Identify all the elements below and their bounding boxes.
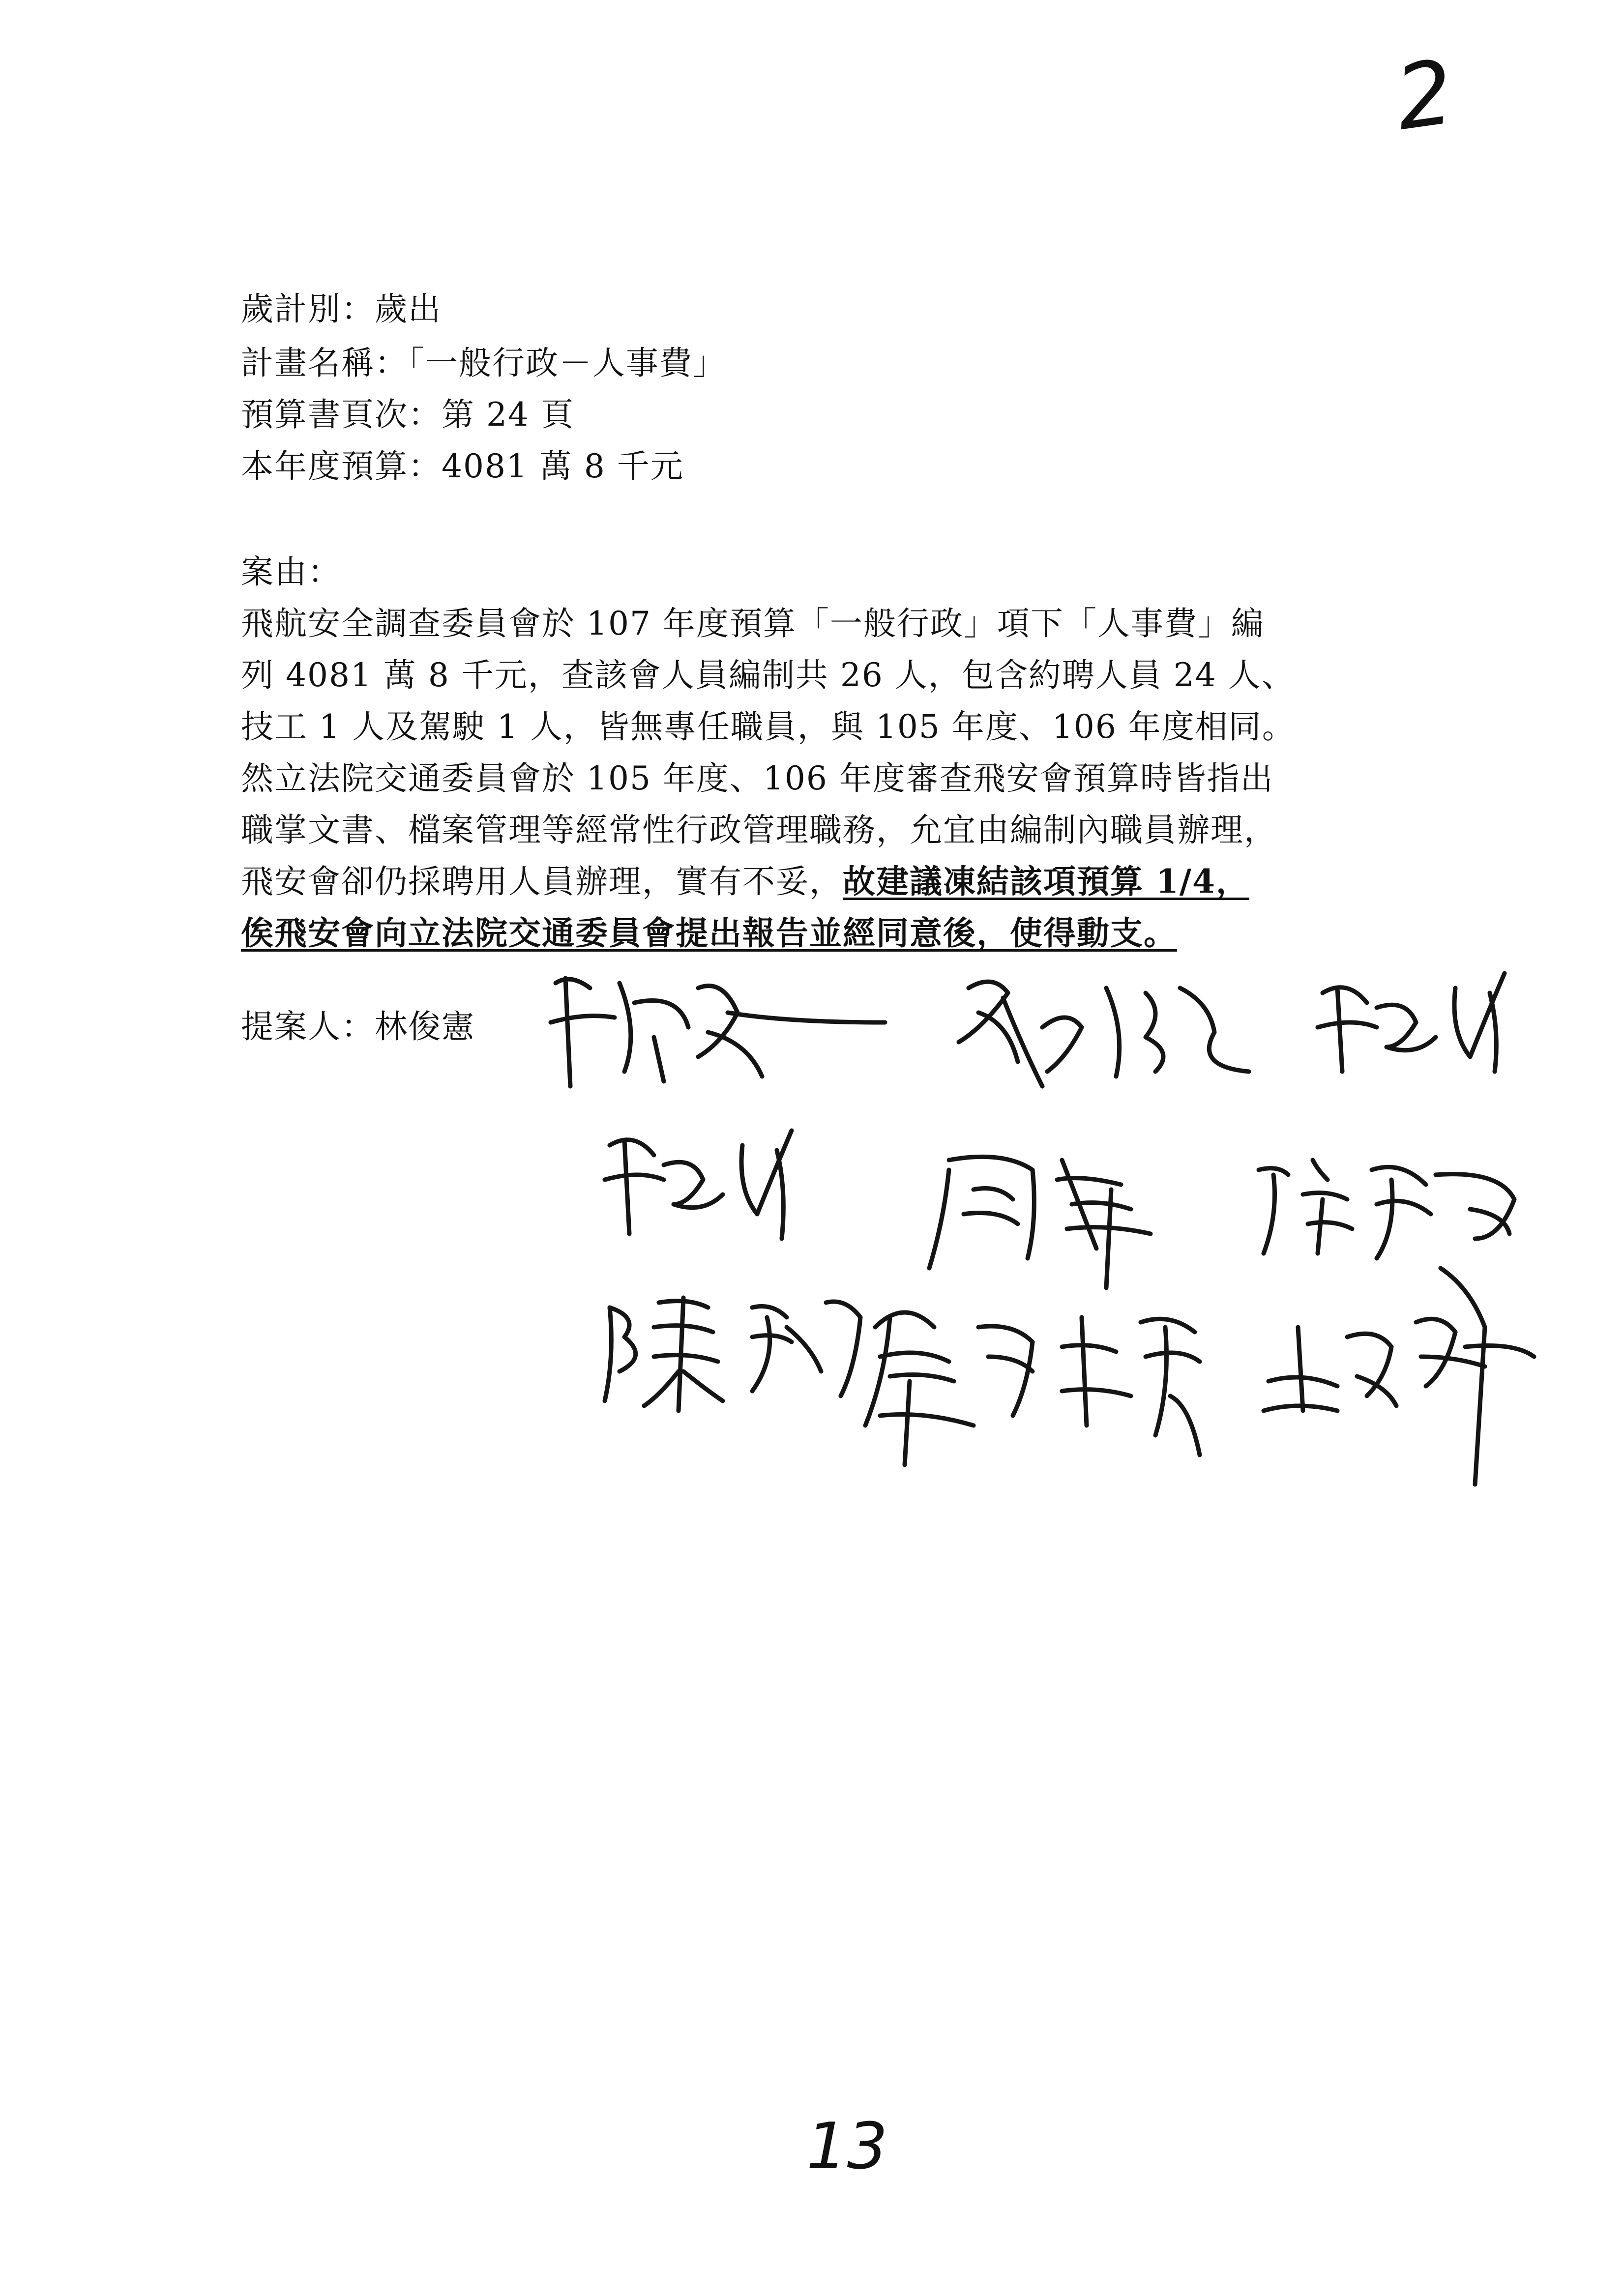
proposer-line: 提案人：林俊憲 [241,1008,475,1046]
signature-7 [605,1298,860,1411]
plan-name-line: 計畫名稱：「一般行政－人事費」 [241,344,726,382]
reason-label: 案由： [241,553,341,591]
reason-line: 飛航安全調查委員會於 107 年度預算「一般行政」項下「人事費」編 [241,605,1265,642]
signature-9 [1264,1268,1534,1484]
reason-text: 飛安會卻仍採聘用人員辦理，實有不妥， [241,863,843,901]
signature-5 [929,1157,1151,1288]
reason-line: 然立法院交通委員會於 105 年度、106 年度審查飛安會預算時皆指出 [241,759,1274,797]
budget-type-line: 歲計別：歲出 [241,290,442,328]
handwritten-page-mark: 2 [1389,41,1460,150]
annual-budget-line: 本年度預算：4081 萬 8 千元 [241,447,684,485]
signature-2 [959,982,1249,1086]
signature-4 [605,1131,792,1239]
signature-1 [551,978,885,1086]
signature-8 [865,1312,1200,1465]
reason-line: 技工 1 人及駕駛 1 人，皆無專任職員，與 105 年度、106 年度相同。 [241,708,1296,746]
signature-3 [1318,973,1505,1072]
budget-page-line: 預算書頁次：第 24 頁 [241,396,574,434]
recommendation-text: 故建議凍結該項預算 1/4， [843,862,1249,901]
signature-6 [1259,1160,1514,1258]
reason-line: 職掌文書、檔案管理等經常性行政管理職務，允宜由編制內職員辦理， [241,811,1277,849]
recommendation-text: 俟飛安會向立法院交通委員會提出報告並經同意後，使得動支。 [241,914,1177,952]
handwritten-page-number: 13 [806,2109,888,2183]
reason-line: 列 4081 萬 8 千元，查該會人員編制共 26 人，包含約聘人員 24 人、 [241,656,1295,694]
